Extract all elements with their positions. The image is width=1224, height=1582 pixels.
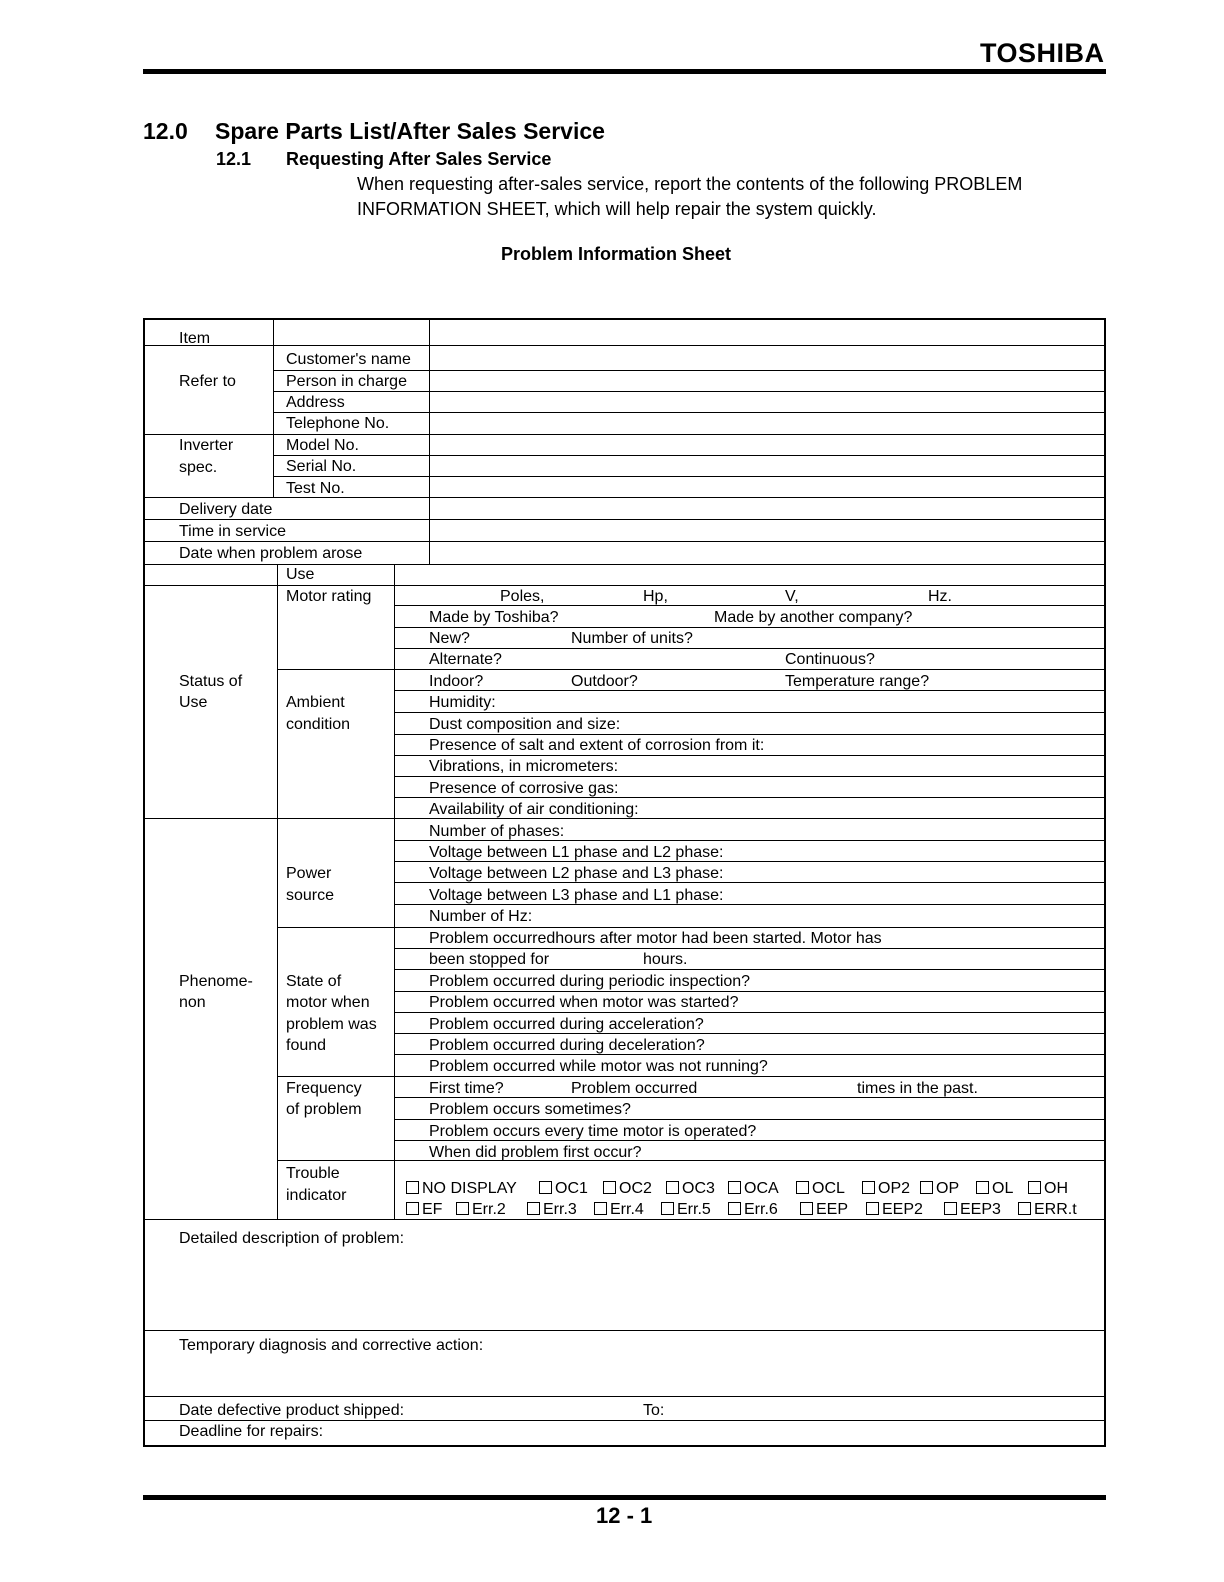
row-divider (277, 1076, 1106, 1077)
problem-was-label: problem was (286, 1016, 377, 1033)
temp-diagnosis-label: Temporary diagnosis and corrective action: (179, 1337, 484, 1354)
row-divider (277, 1160, 1106, 1161)
trouble-code-eep[interactable]: EEP (800, 1200, 848, 1219)
trouble-code-err3[interactable]: Err.3 (527, 1200, 577, 1219)
deceleration-label: Problem occurred during deceleration? (429, 1037, 705, 1054)
row-divider (394, 648, 1106, 649)
occurred-hours-label: Problem occurredhours after motor had been started. Motor has (429, 930, 882, 947)
checkbox-icon (944, 1202, 957, 1215)
trouble-code-ol[interactable]: OL (976, 1179, 1013, 1198)
phenomenon-label: Phenome- (179, 973, 253, 990)
checkbox-icon (603, 1181, 616, 1194)
checkbox-icon (796, 1181, 809, 1194)
trouble-code-err2[interactable]: Err.2 (456, 1200, 506, 1219)
phases-label: Number of phases: (429, 823, 565, 840)
column-divider (429, 318, 430, 564)
power-label: Power (286, 865, 332, 882)
row-divider (394, 712, 1106, 713)
when-first-label: When did problem first occur? (429, 1144, 642, 1161)
alternate-label: Alternate? (429, 651, 502, 668)
subsection-title: Requesting After Sales Service (286, 149, 552, 169)
row-divider (273, 476, 1106, 477)
trouble-code-err4[interactable]: Err.4 (594, 1200, 644, 1219)
date-problem-arose-label: Date when problem arose (179, 545, 363, 562)
row-divider (394, 627, 1106, 628)
every-time-label: Problem occurs every time motor is operated? (429, 1123, 757, 1140)
indoor-label: Indoor? (429, 673, 484, 690)
serial-no-label: Serial No. (286, 458, 357, 475)
outdoor-label: Outdoor? (571, 673, 638, 690)
found-label: found (286, 1037, 327, 1054)
inverter-spec-label: spec. (179, 459, 218, 476)
column-divider (394, 564, 395, 1219)
periodic-label: Problem occurred during periodic inspection? (429, 973, 751, 990)
delivery-date-label: Delivery date (179, 501, 273, 518)
row-divider (143, 1420, 1106, 1421)
checkbox-icon (920, 1181, 933, 1194)
row-divider (143, 1219, 1106, 1220)
trouble-label: Trouble (286, 1165, 340, 1182)
row-divider (273, 370, 1106, 371)
made-by-other-label: Made by another company? (714, 609, 913, 626)
checkbox-icon (728, 1181, 741, 1194)
condition-label: condition (286, 716, 351, 733)
checkbox-icon (862, 1181, 875, 1194)
item-label: Item (179, 330, 211, 347)
subsection-heading (216, 149, 551, 170)
row-divider (394, 991, 1106, 992)
hz-label: Hz. (928, 588, 952, 605)
telephone-label: Telephone No. (286, 415, 390, 432)
row-divider (143, 519, 1106, 520)
trouble-code-ocl[interactable]: OCL (796, 1179, 845, 1198)
temperature-range-label: Temperature range? (785, 673, 930, 690)
checkbox-icon (666, 1181, 679, 1194)
date-shipped-label: Date defective product shipped: (179, 1402, 405, 1419)
footer-rule (143, 1495, 1106, 1500)
trouble-code-err6[interactable]: Err.6 (728, 1200, 778, 1219)
row-divider (394, 734, 1106, 735)
times-past-label: times in the past. (857, 1080, 978, 1097)
subsection-number: 12.1 (216, 149, 252, 169)
row-divider (143, 1330, 1106, 1331)
refer-to-label: Refer to (179, 373, 236, 390)
trouble-code-errt[interactable]: ERR.t (1018, 1200, 1077, 1219)
salt-label: Presence of salt and extent of corrosion from it: (429, 737, 765, 754)
phenomenon-label-2: non (179, 994, 206, 1011)
source-label: source (286, 887, 335, 904)
trouble-code-oc1[interactable]: OC1 (539, 1179, 588, 1198)
new-label: New? (429, 630, 470, 647)
checkbox-icon (1018, 1202, 1031, 1215)
row-divider (143, 585, 1106, 586)
humidity-label: Humidity: (429, 694, 496, 711)
checkbox-icon (728, 1202, 741, 1215)
checkbox-icon (539, 1181, 552, 1194)
frequency-label: Frequency (286, 1080, 362, 1097)
checkbox-icon (527, 1202, 540, 1215)
trouble-code-op2[interactable]: OP2 (862, 1179, 910, 1198)
row-divider (143, 541, 1106, 542)
section-heading (143, 118, 605, 145)
column-divider (273, 318, 274, 497)
checkbox-icon (406, 1202, 419, 1215)
checkbox-icon (406, 1181, 419, 1194)
row-divider (394, 1119, 1106, 1120)
customers-name-label: Customer's name (286, 351, 411, 368)
trouble-code-ef[interactable]: EF (406, 1200, 442, 1219)
row-divider (143, 434, 1106, 435)
row-divider (273, 391, 1106, 392)
checkbox-icon (456, 1202, 469, 1215)
sheet-title: Problem Information Sheet (501, 244, 732, 264)
trouble-code-oc3[interactable]: OC3 (666, 1179, 715, 1198)
row-divider (394, 969, 1106, 970)
hours-label: hours. (643, 951, 688, 968)
trouble-code-eep2[interactable]: EEP2 (866, 1200, 923, 1219)
checkbox-icon (976, 1181, 989, 1194)
row-divider (277, 669, 1106, 670)
trouble-code-op[interactable]: OP (920, 1179, 959, 1198)
motor-when-label: motor when (286, 994, 370, 1011)
row-divider (143, 1396, 1106, 1397)
trouble-code-oh[interactable]: OH (1028, 1179, 1068, 1198)
of-problem-label: of problem (286, 1101, 362, 1118)
ambient-label: Ambient (286, 694, 345, 711)
motor-rating-label: Motor rating (286, 588, 372, 605)
model-no-label: Model No. (286, 437, 359, 454)
to-label: To: (643, 1402, 665, 1419)
trouble-code-oca[interactable]: OCA (728, 1179, 779, 1198)
first-time-label: First time? (429, 1080, 504, 1097)
intro-line-2: INFORMATION SHEET, which will help repair the system quickly. (357, 199, 877, 219)
deadline-label: Deadline for repairs: (179, 1423, 324, 1440)
indicator-label: indicator (286, 1187, 347, 1204)
number-hz-label: Number of Hz: (429, 908, 533, 925)
checkbox-icon (866, 1202, 879, 1215)
hp-label: Hp, (643, 588, 668, 605)
trouble-code-no-display[interactable]: NO DISPLAY (406, 1179, 517, 1198)
not-running-label: Problem occurred while motor was not running? (429, 1058, 768, 1075)
time-in-service-label: Time in service (179, 523, 286, 540)
voltage-l2-l3-label: Voltage between L2 phase and L3 phase: (429, 865, 724, 882)
row-divider (277, 927, 1106, 928)
corrosive-gas-label: Presence of corrosive gas: (429, 780, 619, 797)
row-divider (394, 948, 1106, 949)
poles-label: Poles, (500, 588, 545, 605)
row-divider (394, 690, 1106, 691)
air-conditioning-label: Availability of air conditioning: (429, 801, 639, 818)
brand-logo-text: TOSHIBA (980, 38, 1105, 68)
section-title: Spare Parts List/After Sales Service (215, 118, 605, 144)
checkbox-icon (661, 1202, 674, 1215)
section-number: 12.0 (143, 118, 188, 144)
stopped-for-label: been stopped for (429, 951, 550, 968)
trouble-code-eep3[interactable]: EEP3 (944, 1200, 1001, 1219)
intro-paragraph (357, 172, 1097, 222)
v-label: V, (785, 588, 799, 605)
dust-label: Dust composition and size: (429, 716, 621, 733)
address-label: Address (286, 394, 345, 411)
acceleration-label: Problem occurred during acceleration? (429, 1016, 704, 1033)
use-label: Use (286, 566, 315, 583)
status-use-label: Use (179, 694, 208, 711)
column-divider (277, 564, 278, 1219)
trouble-code-err5[interactable]: Err.5 (661, 1200, 711, 1219)
trouble-code-oc2[interactable]: OC2 (603, 1179, 652, 1198)
row-divider (394, 776, 1106, 777)
person-in-charge-label: Person in charge (286, 373, 407, 390)
checkbox-icon (1028, 1181, 1041, 1194)
state-of-label: State of (286, 973, 342, 990)
when-started-label: Problem occurred when motor was started? (429, 994, 739, 1011)
row-divider (273, 455, 1106, 456)
checkbox-icon (594, 1202, 607, 1215)
problem-occurred-label: Problem occurred (571, 1080, 698, 1097)
number-of-units-label: Number of units? (571, 630, 693, 647)
made-by-toshiba-label: Made by Toshiba? (429, 609, 559, 626)
row-divider (143, 345, 1106, 346)
intro-line-1: When requesting after-sales service, report the contents of the following PROBLEM (357, 174, 1023, 194)
row-divider (394, 1012, 1106, 1013)
test-no-label: Test No. (286, 480, 345, 497)
detailed-description-label: Detailed description of problem: (179, 1230, 405, 1247)
voltage-l1-l2-label: Voltage between L1 phase and L2 phase: (429, 844, 724, 861)
checkbox-icon (800, 1202, 813, 1215)
header-rule (143, 69, 1106, 74)
sometimes-label: Problem occurs sometimes? (429, 1101, 631, 1118)
row-divider (273, 412, 1106, 413)
inverter-label: Inverter (179, 437, 234, 454)
continuous-label: Continuous? (785, 651, 875, 668)
vibrations-label: Vibrations, in micrometers: (429, 758, 619, 775)
row-divider (394, 755, 1106, 756)
status-of-label: Status of (179, 673, 243, 690)
voltage-l3-l1-label: Voltage between L3 phase and L1 phase: (429, 887, 724, 904)
page-number: 12 - 1 (596, 1503, 653, 1528)
